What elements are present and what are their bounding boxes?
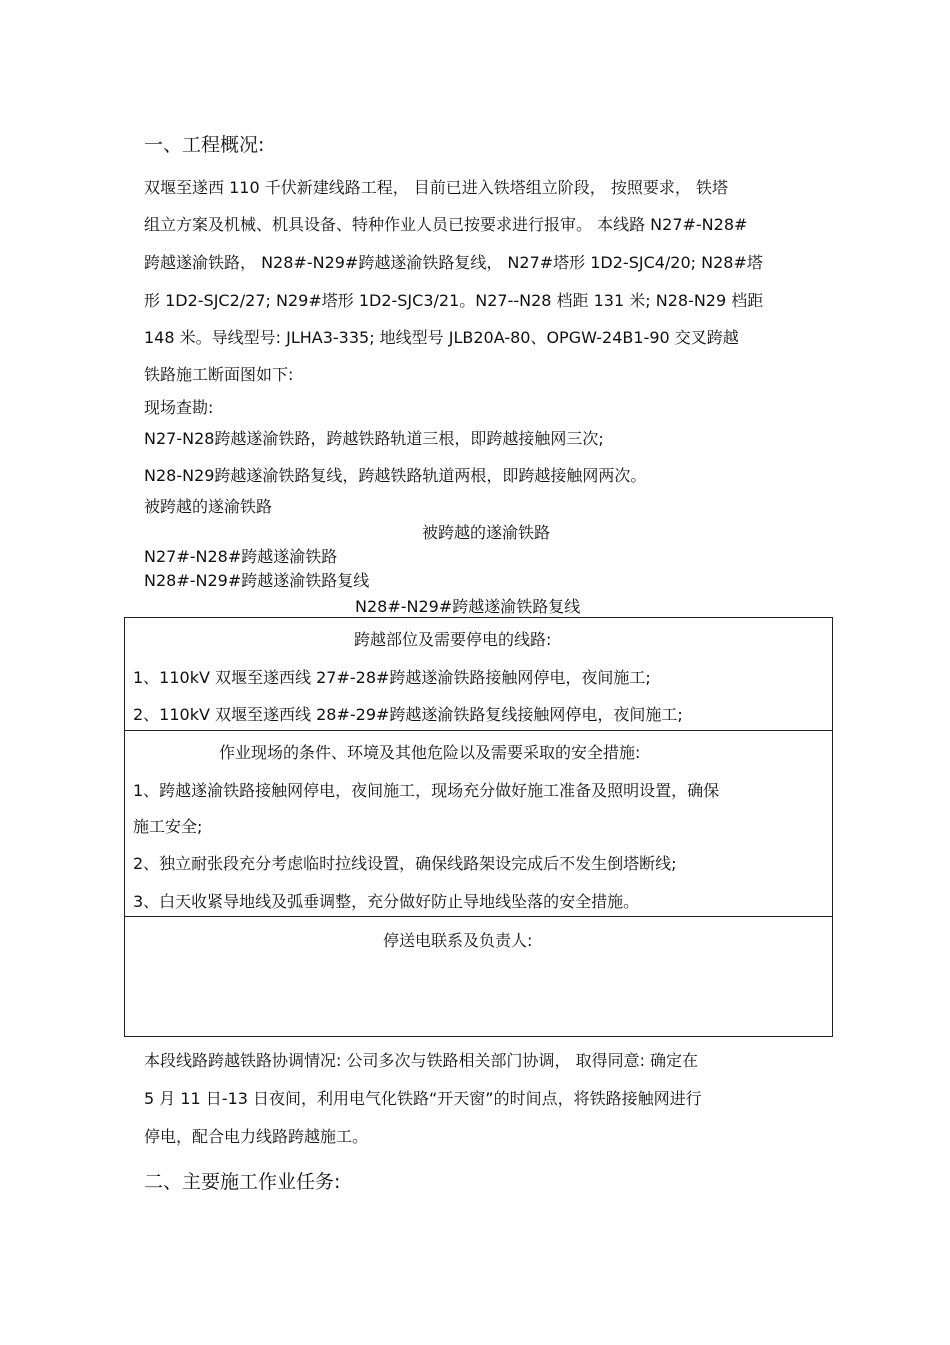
intro-line: 组立方案及机械、机具设备、特种作业人员已按要求进行报审。 本线路 N27#-N28# xyxy=(144,215,748,234)
intro-line: 跨越遂渝铁路， N28#-N29#跨越遂渝铁路复线， N27#塔形 1D2-SJC4/20; N28#塔 xyxy=(144,253,763,272)
table-row2-item: 3、白天收紧导地线及弧垂调整，充分做好防止导地线坠落的安全措施。 xyxy=(133,892,640,911)
intro-line: 形 1D2-SJC2/27; N29#塔形 1D2-SJC3/21。N27--N28 档距 131 米; N28-N29 档距 xyxy=(144,291,764,310)
survey-line: N28-N29跨越遂渝铁路复线，跨越铁路轨道两根，即跨越接触网两次。 xyxy=(144,466,647,485)
coordination-line: 停电，配合电力线路跨越施工。 xyxy=(144,1127,369,1146)
figure-label: 被跨越的遂渝铁路 xyxy=(144,497,273,516)
section1-heading: 一、工程概况: xyxy=(144,134,265,156)
section2-heading: 二、主要施工作业任务: xyxy=(144,1171,341,1193)
survey-line: N27-N28跨越遂渝铁路，跨越铁路轨道三根，即跨越接触网三次; xyxy=(144,429,604,448)
table-row2-title: 作业现场的条件、环境及其他危险以及需要采取的安全措施: xyxy=(219,743,641,762)
intro-line: 双堰至遂西 110 千伏新建线路工程， 目前已进入铁塔组立阶段， 按照要求， 铁塔 xyxy=(144,178,728,197)
intro-line: 铁路施工断面图如下: xyxy=(144,365,294,384)
figure-label: 被跨越的遂渝铁路 xyxy=(422,523,551,542)
figure-label: N27#-N28#跨越遂渝铁路 xyxy=(144,547,338,566)
table-row1-title: 跨越部位及需要停电的线路: xyxy=(354,630,552,649)
table-row2-item: 施工安全; xyxy=(133,817,203,836)
crossing-table xyxy=(124,617,833,1037)
table-row3-title: 停送电联系及负责人: xyxy=(383,931,533,950)
table-row1-item: 1、110kV 双堰至遂西线 27#-28#跨越遂渝铁路接触网停电，夜间施工; xyxy=(133,668,651,687)
coordination-line: 本段线路跨越铁路协调情况: 公司多次与铁路相关部门协调， 取得同意: 确定在 xyxy=(144,1051,699,1070)
table-row2-item: 1、跨越遂渝铁路接触网停电，夜间施工，现场充分做好施工准备及照明设置，确保 xyxy=(133,781,720,800)
table-row2-item: 2、独立耐张段充分考虑临时拉线设置，确保线路架设完成后不发生倒塔断线; xyxy=(133,854,677,873)
figure-label: N28#-N29#跨越遂渝铁路复线 xyxy=(355,597,581,616)
coordination-line: 5 月 11 日-13 日夜间，利用电气化铁路“开天窗”的时间点，将铁路接触网进行 xyxy=(144,1089,702,1108)
intro-line: 148 米。导线型号: JLHA3-335; 地线型号 JLB20A-80、OPGW-24B1-90 交叉跨越 xyxy=(144,328,739,347)
survey-title: 现场查勘: xyxy=(144,398,214,417)
table-divider xyxy=(125,730,832,731)
figure-label: N28#-N29#跨越遂渝铁路复线 xyxy=(144,571,370,590)
table-divider xyxy=(125,916,832,917)
table-row1-item: 2、110kV 双堰至遂西线 28#-29#跨越遂渝铁路复线接触网停电，夜间施工; xyxy=(133,705,683,724)
